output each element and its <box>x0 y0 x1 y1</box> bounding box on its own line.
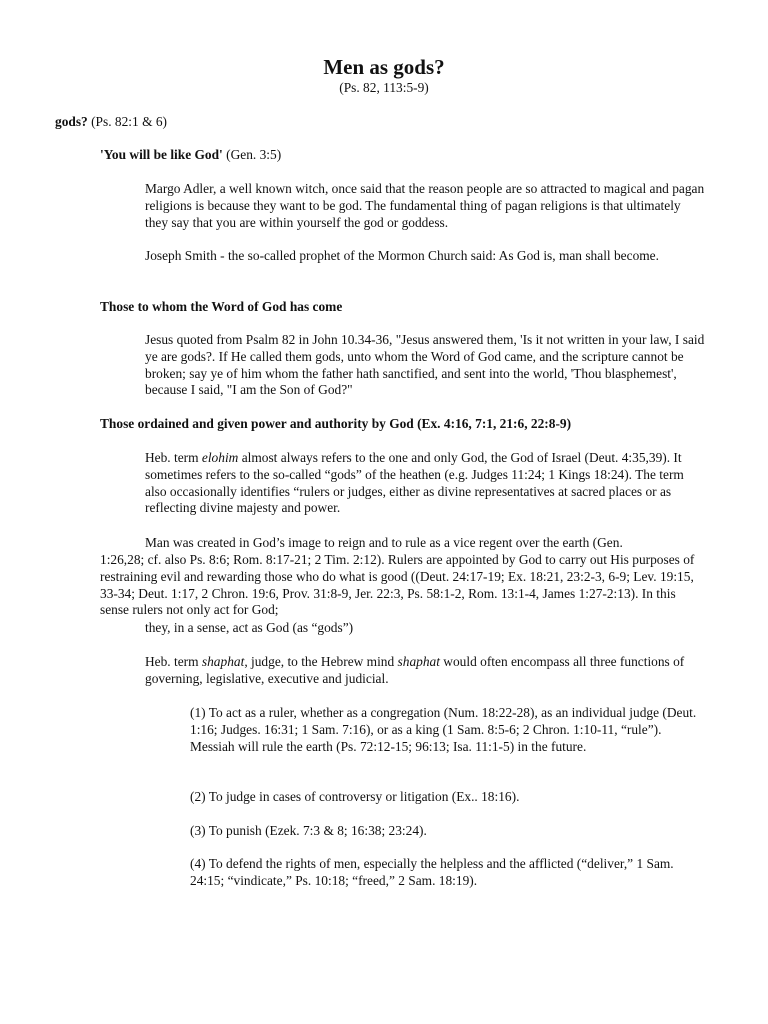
text-run: , judge, to the Hebrew mind <box>244 654 398 669</box>
text-run: Heb. term <box>145 450 202 465</box>
text-run: would often encompass all three functions of governing, legislative, executive and judicial. <box>145 654 685 686</box>
heading-bold: gods? <box>55 114 88 129</box>
list-item-punish: (3) To punish (Ezek. 7:3 & 8; 16:38; 23:24). <box>190 823 427 838</box>
section-heading-gods <box>55 114 167 131</box>
paragraph-margo-adler: Margo Adler, a well known witch, once said that the reason people are so attracted to magical and pagan religions is because they want to be god. The fundamental thing of pagan religions is that ultimately they say that you are within yourself the god or goddess. <box>145 181 705 230</box>
subheading-like-god <box>100 147 281 164</box>
heading-reference: (Ps. 82:1 & 6) <box>87 114 167 129</box>
paragraph-shaphat <box>145 654 705 688</box>
paragraph-psalm-82: Jesus quoted from Psalm 82 in John 10.34-36, "Jesus answered them, 'Is it not written in your law, I said ye are gods?. If He called them gods, unto whom the Word of God came, and the scripture cannot be broken; say ye of him whom the father hath sanctified, and sent into the world, 'Thou blasphemest', because I said, "I am the Son of God?" <box>145 332 705 398</box>
subheading-reference: (Gen. 3:5) <box>222 147 282 162</box>
heading-ordained: Those ordained and given power and authority by God (Ex. 4:16, 7:1, 21:6, 22:8-9) <box>100 416 572 431</box>
subheading-bold: 'You will be like God' <box>100 147 223 162</box>
page-subtitle: (Ps. 82, 113:5-9) <box>339 80 429 95</box>
heading-word-of-god: Those to whom the Word of God has come <box>100 299 343 314</box>
list-item-defend: (4) To defend the rights of men, especially the helpless and the afflicted (“deliver,” 1 Sam. 24:15; “vindicate,” Ps. 10:18; “freed,” 2 Sam. 18:19). <box>190 856 674 888</box>
paragraph-vice-regent-first-line: Man was created in God’s image to reign and to rule as a vice regent over the earth (Gen. <box>145 535 623 550</box>
list-item-rule: (1) To act as a ruler, whether as a congregation (Num. 18:22-28), as an individual judge (Deut. 1:16; Judges. 16:31; 1 Sam. 7:16), or as a king (1 Sam. 8:5-6; 2 Chron. 1:10-11, “rule”). Messiah will rule the earth (Ps. 72:12-15; 96:13; Isa. 11:1-5) in the future. <box>190 705 697 754</box>
paragraph-vice-regent-last-line: they, in a sense, act as God (as “gods”) <box>145 620 354 635</box>
text-run: Heb. term <box>145 654 202 669</box>
paragraph-vice-regent-body: 1:26,28; cf. also Ps. 8:6; Rom. 8:17-21; 2 Tim. 2:12). Rulers are appointed by God to carry out His purposes of restraining evil and rewarding those who do what is good ((Deut. 24:17-19; Ex. 18:21, 23:2-3, 6-9; Lev. 19:15, 33-34; Deut. 1:17, 2 Chron. 19:6, Prov. 31:8-9, Jer. 22:3, Ps. 58:1-2, Rom. 13:1-4, James 1:27-2:13). In this sense rulers not only act for God; <box>100 552 695 618</box>
paragraph-elohim <box>145 450 705 517</box>
term-elohim: elohim <box>201 450 239 465</box>
term-shaphat: shaphat <box>397 654 440 669</box>
page-title: Men as gods? <box>323 55 445 79</box>
paragraph-joseph-smith: Joseph Smith - the so-called prophet of the Mormon Church said: As God is, man shall become. <box>145 248 659 263</box>
text-run: almost always refers to the one and only God, the God of Israel (Deut. 4:35,39). It sometimes refers to the so-called “gods” of the heathen (e.g. Judges 11:24; 1 Kings 18:24). The term also occasionally identifies “rulers or judges, either as divine representatives at sacred places or as reflecting divine majesty and power. <box>145 450 684 516</box>
term-shaphat: shaphat <box>201 654 245 669</box>
list-item-judge: (2) To judge in cases of controversy or litigation (Ex.. 18:16). <box>190 789 520 804</box>
